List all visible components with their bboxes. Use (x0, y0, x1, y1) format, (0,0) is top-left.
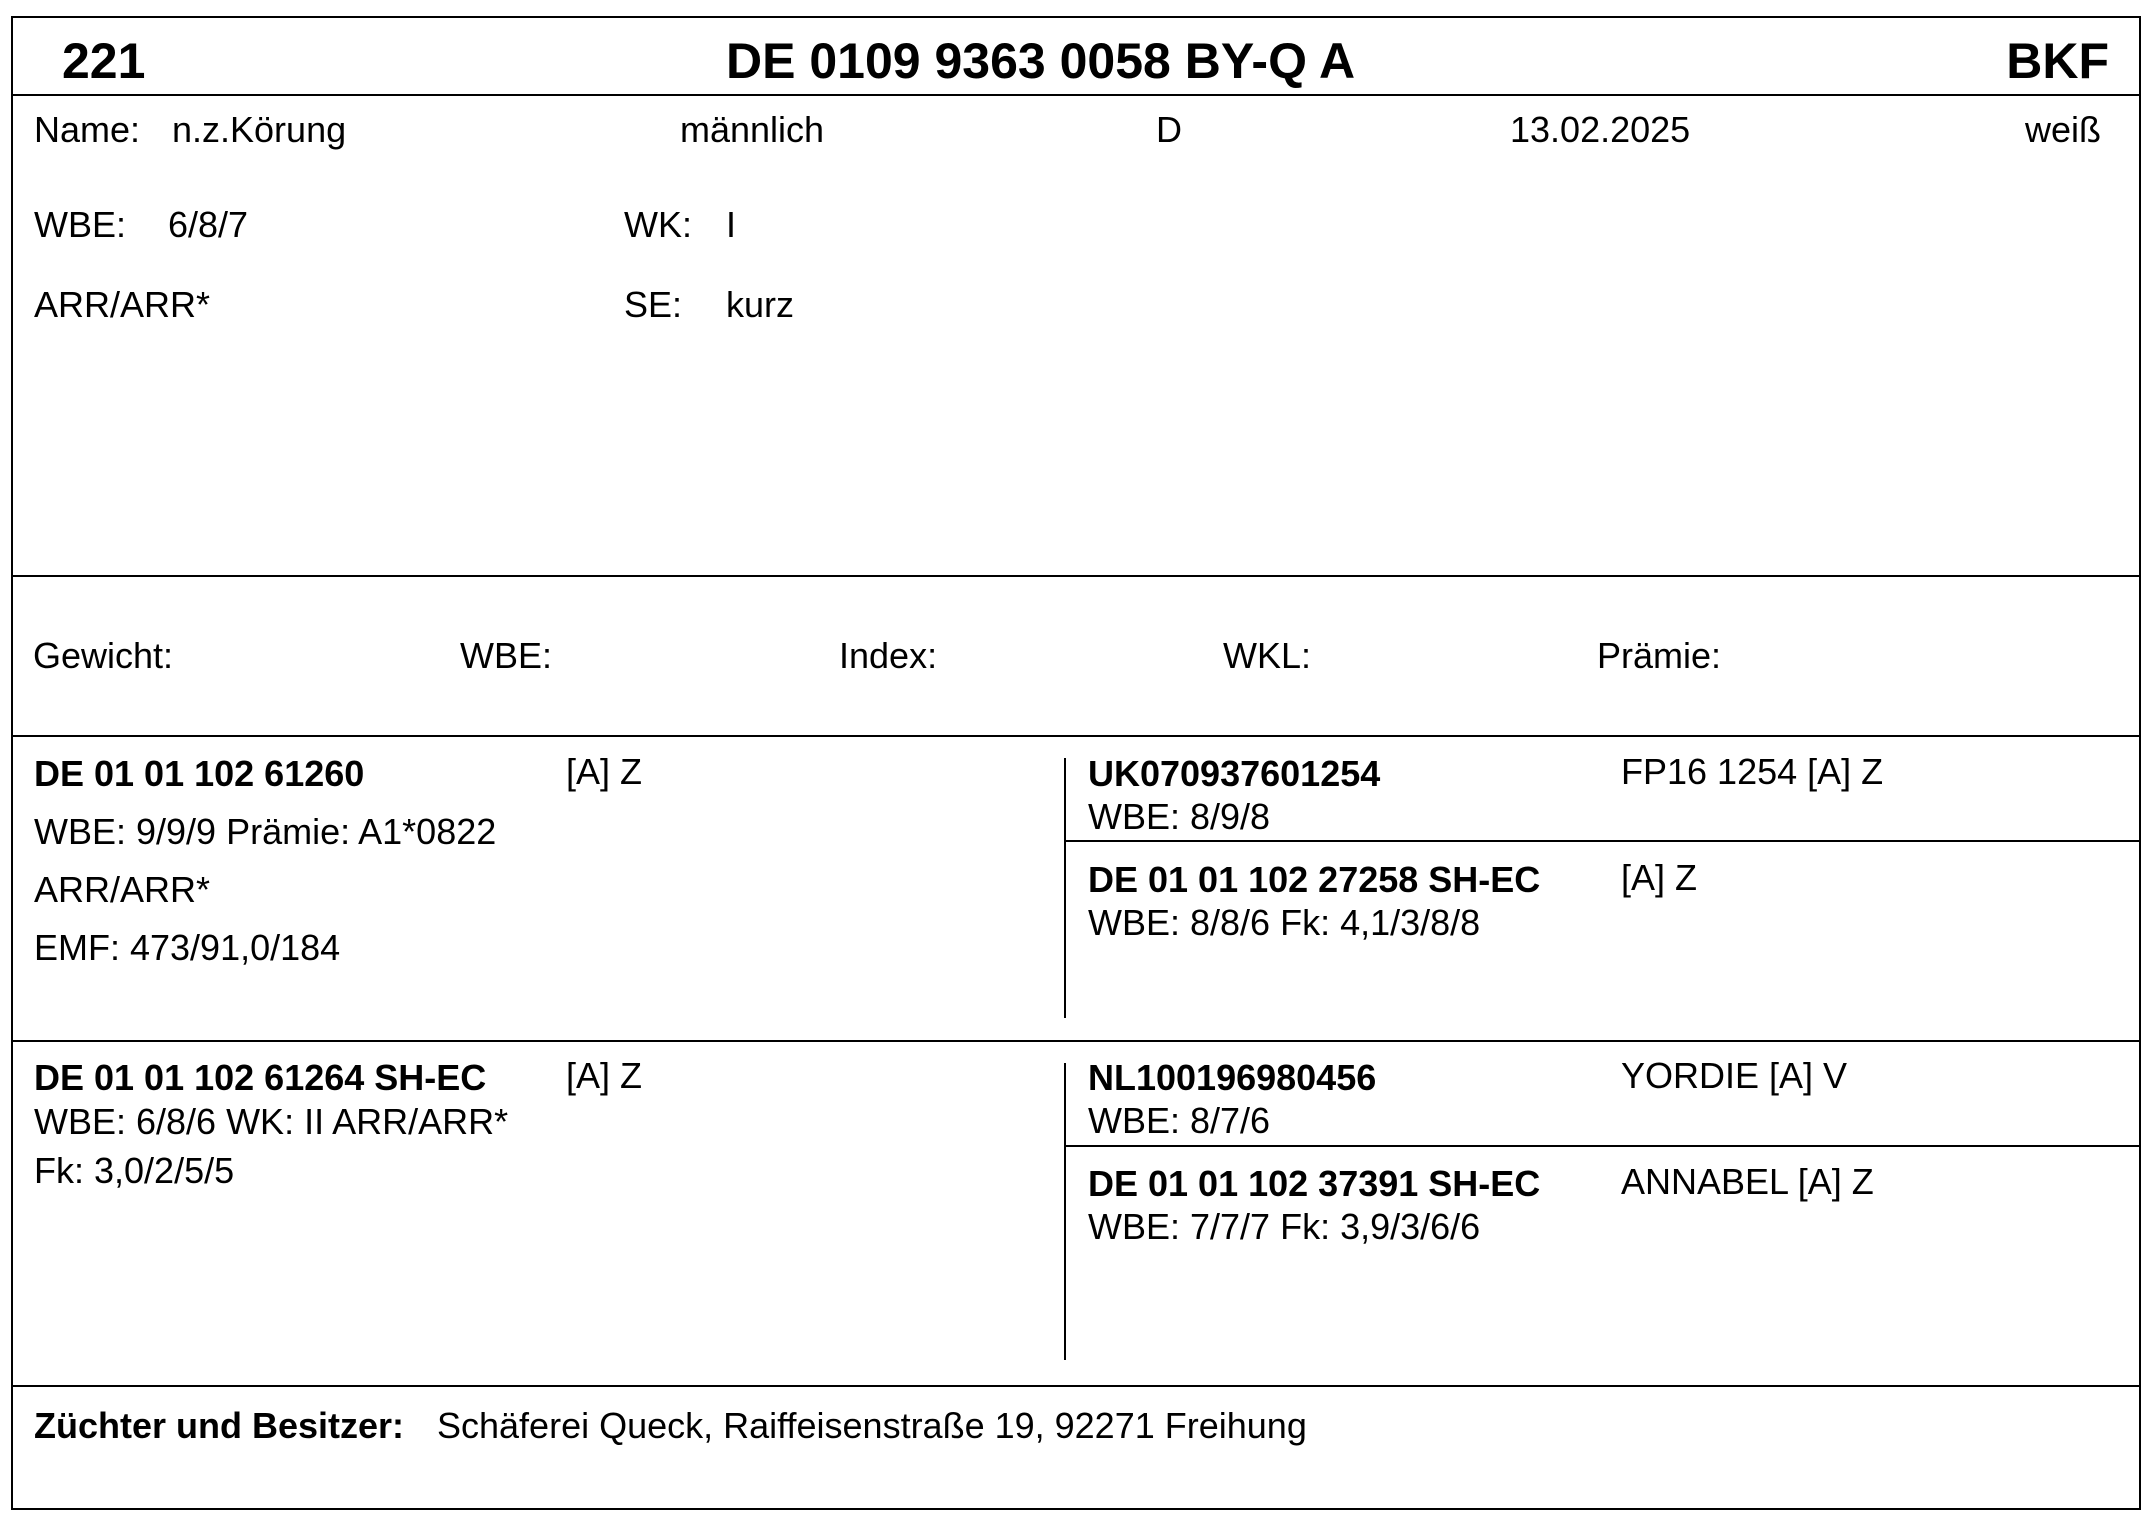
sire-grandparents-divider (1066, 840, 2141, 842)
sire-wbe: WBE: 9/9/9 Prämie: A1*0822 (34, 811, 497, 852)
sire-emf: EMF: 473/91,0/184 (34, 927, 341, 968)
owner-value: Schäferei Queck, Raiffeisenstraße 19, 92271 Freihung (437, 1405, 1307, 1446)
sire-column-divider (1064, 758, 1066, 1018)
index-label: Index: (839, 635, 938, 676)
wk-label: WK: (624, 204, 692, 245)
evaluation-divider (11, 735, 2141, 737)
dam-sire-wbe: WBE: 8/7/6 (1088, 1100, 1271, 1141)
dam-id: DE 01 01 102 61264 SH-EC (34, 1057, 487, 1098)
dam-fk: Fk: 3,0/2/5/5 (34, 1150, 235, 1191)
wkl-label: WKL: (1223, 635, 1312, 676)
breed-code: BKF (2006, 33, 2109, 89)
ear-tag-number: DE 0109 9363 0058 BY-Q A (726, 33, 1356, 89)
wk-value: I (726, 204, 737, 245)
se-label: SE: (624, 284, 683, 325)
premium-label: Prämie: (1597, 635, 1722, 676)
dam-dam-id: DE 01 01 102 37391 SH-EC (1088, 1163, 1541, 1204)
sire-sire-tags: FP16 1254 [A] Z (1621, 751, 1884, 792)
weight-label: Gewicht: (33, 635, 174, 676)
name-label: Name: (34, 109, 141, 150)
dam-dam-tags: ANNABEL [A] Z (1621, 1161, 1874, 1202)
dam-tags: [A] Z (566, 1055, 643, 1096)
sire-dam-id: DE 01 01 102 27258 SH-EC (1088, 859, 1541, 900)
dam-sire-id: NL100196980456 (1088, 1057, 1377, 1098)
sire-tags: [A] Z (566, 751, 643, 792)
sire-id: DE 01 01 102 61260 (34, 753, 365, 794)
owner-label: Züchter und Besitzer: (34, 1405, 405, 1446)
sire-section-divider (11, 1040, 2141, 1042)
genotype-value: ARR/ARR* (34, 284, 211, 325)
name-value: n.z.Körung (172, 109, 347, 150)
sire-genotype: ARR/ARR* (34, 869, 211, 910)
dam-grandparents-divider (1066, 1145, 2141, 1147)
d-code: D (1156, 109, 1182, 150)
catalog-number: 221 (62, 33, 146, 89)
sire-sire-wbe: WBE: 8/9/8 (1088, 796, 1271, 837)
header-divider (11, 94, 2141, 96)
wbe-value: 6/8/7 (168, 204, 249, 245)
se-value: kurz (726, 284, 795, 325)
color-value: weiß (2024, 109, 2101, 150)
sex-value: männlich (680, 109, 825, 150)
dam-column-divider (1064, 1063, 1066, 1360)
dam-section-divider (11, 1385, 2141, 1387)
info-divider (11, 575, 2141, 577)
sire-sire-id: UK070937601254 (1088, 753, 1381, 794)
sire-dam-wbe: WBE: 8/8/6 Fk: 4,1/3/8/8 (1088, 902, 1481, 943)
sire-dam-tags: [A] Z (1621, 857, 1698, 898)
evaluation-wbe-label: WBE: (460, 635, 553, 676)
dam-sire-tags: YORDIE [A] V (1621, 1055, 1848, 1096)
dam-dam-wbe: WBE: 7/7/7 Fk: 3,9/3/6/6 (1088, 1206, 1481, 1247)
dam-wbe: WBE: 6/8/6 WK: II ARR/ARR* (34, 1101, 509, 1142)
wbe-label: WBE: (34, 204, 127, 245)
birth-date: 13.02.2025 (1510, 109, 1691, 150)
